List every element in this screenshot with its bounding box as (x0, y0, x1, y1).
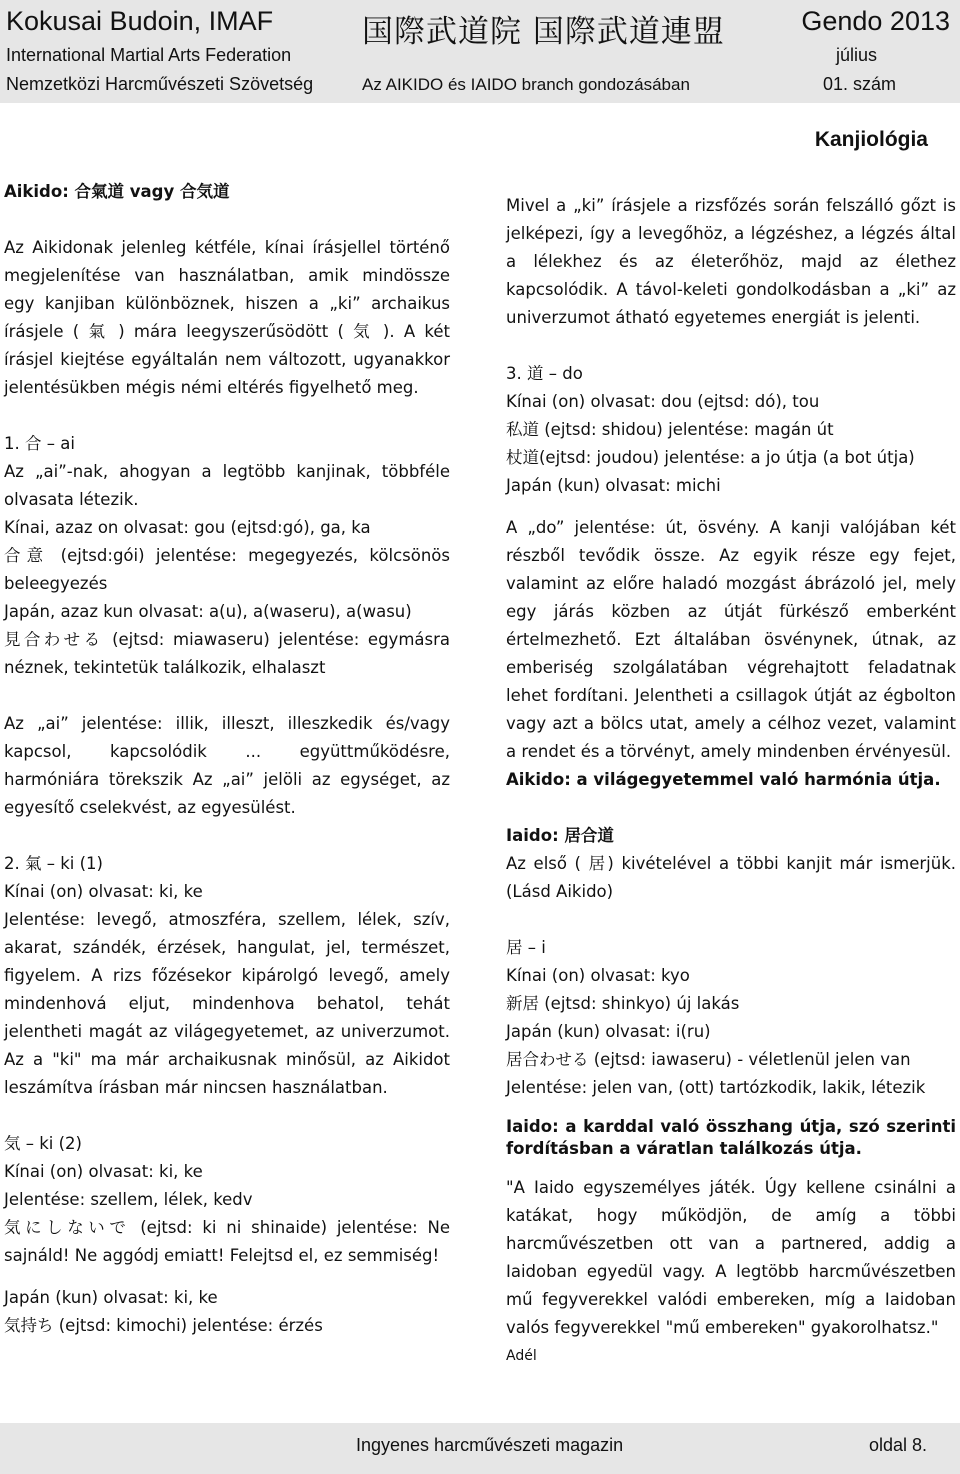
ai-paragraph-2: Kínai, azaz on olvasat: gou (ejtsd:gó), ga, ka (4, 518, 371, 537)
ki2-paragraph-5: 気持ち (ejtsd: kimochi) jelentése: érzés (4, 1316, 323, 1335)
iaido-heading: Iaido: 居合道 (506, 826, 614, 845)
ki2-paragraph-3: 気にしないで (ejtsd: ki ni shinaide) jelentése: Ne sajnáld! Ne aggódj emiatt! Felejtsd el, ez semmiség! (4, 1218, 450, 1265)
ai-paragraph-6: Az „ai” jelentése: illik, illeszt, illeszkedik és/vagy kapcsol, kapcsolódik ... együttműködésre, harmóniára törekszik Az „ai” jelöli az egységet, az egyesítő cselekvést, az egyesülést. (4, 714, 450, 817)
ai-paragraph-1: Az „ai”-nak, ahogyan a legtöbb kanjinak, többféle olvasata létezik. (4, 462, 450, 509)
aikido-heading: Aikido: 合氣道 vagy 合気道 (4, 182, 230, 201)
page-footer (0, 1423, 960, 1474)
ai-paragraph-3: 合意 (ejtsd:gói) jelentése: megegyezés, kölcsönös beleegyezés (4, 546, 450, 593)
header-gendo: Gendo 2013 (801, 6, 950, 36)
header-issue: 01. szám (823, 74, 897, 94)
intro-paragraph: Az Aikidonak jelenleg kétféle, kínai írásjellel történő megjelenítése van használatban, amik mindössze egy kanjiban különböznek, hiszen a „ki” archaikus írásjele ( 氣 ) mára leegyszerűsödött ( 気 ). A két írásjel kiejtése egyáltalán nem változott, ugyanakkor jelentésükben mégis némi eltérés figyelhető meg. (4, 238, 450, 397)
left-column (4, 178, 450, 1340)
do-paragraph-3: 杖道(ejtsd: joudou) jelentése: a jo útja (a bot útja) (506, 448, 915, 467)
iaido-definition: Iaido: a karddal való összhang útja, szó szerinti fordításban a váratlan találkozás útja. (506, 1117, 956, 1158)
ki2-paragraph-2: Jelentése: szellem, lélek, kedv (4, 1190, 253, 1209)
ki-continuation: Mivel a „ki” írásjele a rizsfőzés során felszálló gőzt is jelképezi, így a levegőhöz, a légzéshez, a légzés által a lélekhez és az életerőhöz, majd az élethez kapcsolódik. A távol-keleti gondolkodásban a „ki” az univerzumot átható egyetemes energiát is jelenti. (506, 196, 956, 327)
signature: Adél (506, 1348, 537, 1364)
ki1-paragraph-2: Jelentése: levegő, atmoszféra, szellem, lélek, szív, akarat, szándék, érzések, hangulat, jel, természet, figyelem. A rizs főzésekor kipárolgó levegő, amely mindenhová eljut, mindenhova behatol, tehát jelentheti magát az világegyetemet, az univerzumot. Az a "ki" ma már archaikusnak minősül, az Aikidot leszámítva írásban már nincsen használatban. (4, 910, 450, 1097)
section-title: Kanjiológia (814, 128, 928, 151)
header-branch: Az AIKIDO és IAIDO branch gondozásában (362, 75, 690, 94)
header-month: július (836, 45, 878, 65)
i-paragraph-5: Jelentése: jelen van, (ott) tartózkodik, lakik, létezik (506, 1078, 926, 1097)
header-subtitle-en: International Martial Arts Federation (6, 45, 292, 65)
ai-heading: 1. 合 – ai (4, 434, 75, 453)
ki2-paragraph-1: Kínai (on) olvasat: ki, ke (4, 1162, 203, 1181)
ki1-paragraph-1: Kínai (on) olvasat: ki, ke (4, 882, 203, 901)
iaido-quote: "A Iaido egyszemélyes játék. Úgy kellene csinálni a katákat, hogy működjön, de amíg a többi harcművészetben ott van a partnered, addig a Iaidoban egyedül vagy. A legtöbb harcművészetben mű fegyverekkel valódi embereken, míg a Iaidoban valós fegyverekkel "mű embereken" gyakorolhatsz." (506, 1178, 956, 1337)
ki2-heading: 気 – ki (2) (4, 1134, 82, 1153)
i-paragraph-3: Japán (kun) olvasat: i(ru) (506, 1022, 711, 1041)
ki1-heading: 2. 氣 – ki (1) (4, 854, 103, 873)
i-heading: 居 – i (506, 938, 546, 957)
header-japanese: 国際武道院 国際武道連盟 (362, 14, 725, 50)
do-paragraph-4: Japán (kun) olvasat: michi (506, 476, 721, 495)
page-header (0, 0, 960, 103)
ai-paragraph-4: Japán, azaz kun olvasat: a(u), a(waseru), a(wasu) (4, 602, 412, 621)
do-summary: Aikido: a világegyetemmel való harmónia útja. (506, 770, 941, 789)
iaido-paragraph-1: Az első ( 居) kivételével a többi kanjit már ismerjük. (Lásd Aikido) (506, 854, 956, 901)
ki2-paragraph-4: Japán (kun) olvasat: ki, ke (4, 1288, 218, 1307)
header-title: Kokusai Budoin, IMAF (6, 6, 274, 36)
i-paragraph-4: 居合わせる (ejtsd: iawaseru) - véletlenül jelen van (506, 1050, 911, 1069)
header-subtitle-hu: Nemzetközi Harcművészeti Szövetség (6, 74, 314, 94)
do-paragraph-1: Kínai (on) olvasat: dou (ejtsd: dó), tou (506, 392, 820, 411)
ai-paragraph-5: 見合わせる (ejtsd: miawaseru) jelentése: egymásra néznek, tekintetük találkozik, elhalaszt (4, 630, 450, 677)
do-heading: 3. 道 – do (506, 364, 583, 383)
i-paragraph-1: Kínai (on) olvasat: kyo (506, 966, 690, 985)
footer-page-number: oldal 8. (869, 1435, 928, 1455)
do-paragraph-5: A „do” jelentése: út, ösvény. A kanji valójában két részből tevődik össze. Az egyik része egy fejet, valamint az előre haladó mozgást ábrázoló jel, mely egy járás közben az útját fürkésző emberként értelmezhető. Ezt általában ösvénynek, útnak, az emberiség szolgálatában végrehajtott feladatnak lehet fordítani. Jelentheti a csillagok útját az égbolton vagy azt a bölcs utat, amely a célhoz vezet, valamint a rendet és a törvényt, amely mindenben érvényesül. (506, 518, 956, 761)
footer-magazine: Ingyenes harcművészeti magazin (356, 1435, 624, 1455)
do-paragraph-2: 私道 (ejtsd: shidou) jelentése: magán út (506, 420, 834, 439)
right-column (506, 192, 956, 1370)
i-paragraph-2: 新居 (ejtsd: shinkyo) új lakás (506, 994, 740, 1013)
